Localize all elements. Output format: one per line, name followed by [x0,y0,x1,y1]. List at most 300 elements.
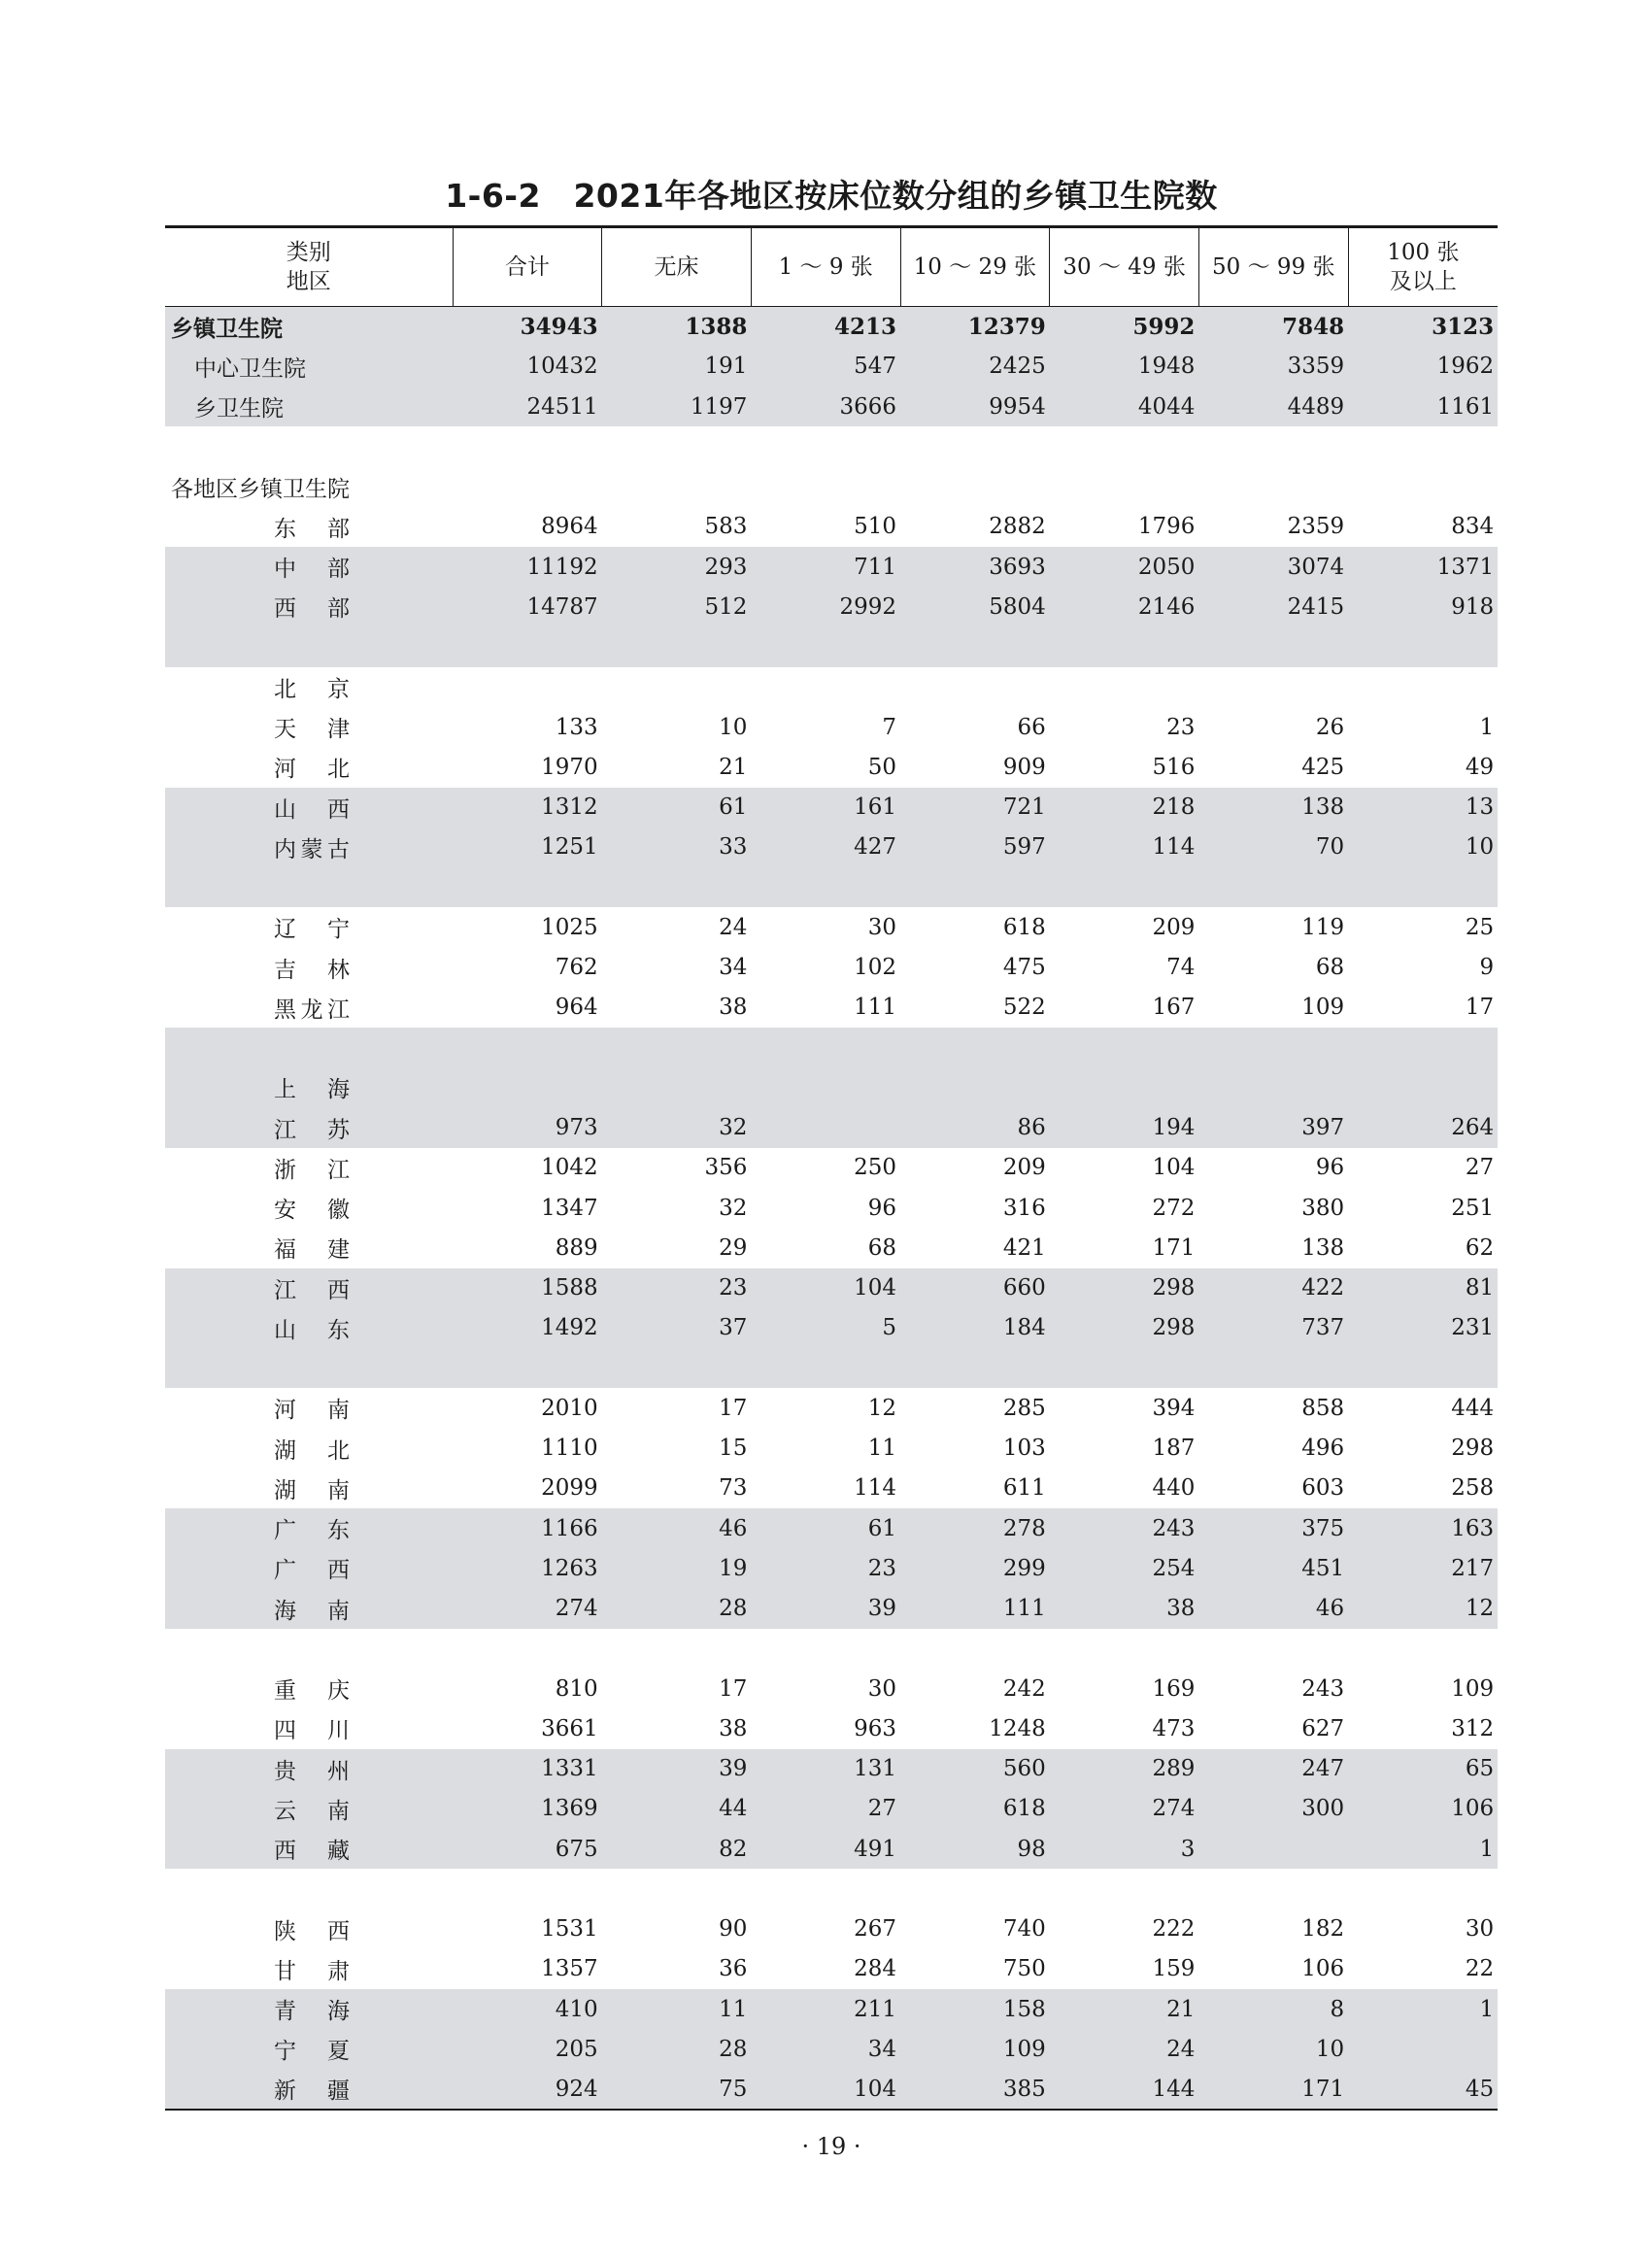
row-label-cell [165,747,453,787]
cell-50-99-beds [1198,867,1348,907]
cell-1-9-beds: 427 [751,828,900,867]
table-row [165,587,1498,626]
row-label: 海 南 [274,1598,350,1624]
cell-total: 810 [555,1675,598,1702]
cell-no-beds: 1197 [602,387,752,426]
cell-total: 133 [555,714,598,740]
cell-10-29-beds [900,426,1050,466]
cell-50-99-beds: 2415 [1198,587,1348,626]
cell-1-9-beds: 39 [751,1589,900,1629]
cell-30-49-beds: 1948 [1050,347,1199,387]
table-row [165,507,1498,547]
cell-100-plus-beds: 312 [1451,1715,1495,1741]
row-label-cell [165,387,453,426]
cell-30-49-beds: 144 [1050,2070,1199,2110]
cell-50-99-beds [1198,627,1348,667]
cell-10-29-beds: 750 [1002,1956,1046,1982]
cell-10-29-beds: 12379 [900,307,1050,347]
table-title: 1-6-2 2021年各地区按床位数分组的乡镇卫生院数 [445,177,1218,215]
cell-no-beds: 19 [602,1548,752,1588]
cell-10-29-beds [900,1629,1050,1669]
table-row [165,907,1498,947]
row-label: 上 海 [274,1077,350,1103]
cell-50-99-beds: 397 [1198,1108,1348,1148]
cell-30-49-beds: 169 [1152,1675,1196,1702]
cell-50-99-beds: 106 [1301,1956,1345,1982]
table-row [165,1548,1498,1588]
cell-1-9-beds: 2992 [751,587,900,626]
column-header-10-29-beds: 10 ～ 29 张 [900,227,1050,307]
cell-total: 274 [453,1589,602,1629]
cell-1-9-beds: 111 [854,995,897,1021]
column-header-100-plus-line1: 100 张 [1387,240,1460,265]
cell-50-99-beds: 171 [1198,2070,1348,2110]
cell-50-99-beds: 138 [1198,788,1348,828]
cell-100-plus-beds: 13 [1348,788,1498,828]
cell-total: 8964 [541,514,598,540]
row-label: 北 京 [274,676,350,702]
cell-10-29-beds: 597 [900,828,1050,867]
cell-10-29-beds: 209 [1002,1155,1046,1181]
cell-1-9-beds [751,467,900,507]
stats-table [165,225,1498,2111]
cell-50-99-beds: 68 [1315,955,1345,981]
cell-total [453,426,602,466]
cell-no-beds: 46 [602,1508,752,1548]
cell-10-29-beds: 111 [900,1589,1050,1629]
row-label-cell [165,1548,453,1588]
cell-no-beds: 583 [704,514,748,540]
row-label: 内蒙古 [274,836,350,862]
row-label: 新 疆 [274,2078,350,2105]
cell-10-29-beds: 184 [900,1308,1050,1348]
cell-total: 1331 [453,1749,602,1789]
cell-30-49-beds: 243 [1050,1508,1199,1548]
table-row [165,347,1498,387]
cell-no-beds: 32 [602,1108,752,1148]
table-row [165,1188,1498,1228]
corner-header-region: 地区 [286,269,331,294]
cell-1-9-beds [751,627,900,667]
cell-100-plus-beds: 3123 [1348,307,1498,347]
cell-1-9-beds [751,1629,900,1669]
cell-10-29-beds [900,627,1050,667]
cell-1-9-beds: 7 [882,714,897,740]
row-label-cell [165,1749,453,1789]
cell-1-9-beds [751,867,900,907]
cell-no-beds: 10 [719,714,748,740]
row-label: 河 北 [274,757,350,783]
cell-total: 2099 [541,1475,598,1502]
cell-10-29-beds [900,1348,1050,1388]
table-row [165,1909,1498,1949]
row-label: 安 徽 [274,1198,350,1224]
corner-header-cell [165,227,453,307]
cell-50-99-beds: 422 [1198,1268,1348,1308]
row-label-cell [165,907,453,947]
cell-30-49-beds: 222 [1152,1916,1196,1943]
page-number: · 19 · [801,2133,861,2160]
cell-total [453,867,602,907]
cell-50-99-beds: 247 [1198,1749,1348,1789]
cell-total: 1588 [453,1268,602,1308]
cell-no-beds: 44 [602,1789,752,1829]
cell-1-9-beds: 4213 [751,307,900,347]
cell-total: 1025 [541,914,598,940]
cell-no-beds: 15 [719,1436,748,1462]
cell-no-beds [602,1028,752,1067]
row-label: 吉 林 [274,957,350,983]
cell-1-9-beds: 5 [751,1308,900,1348]
cell-total: 11192 [453,547,602,587]
cell-50-99-beds [1198,1028,1348,1067]
cell-total: 2010 [541,1395,598,1421]
cell-30-49-beds: 171 [1152,1234,1196,1261]
cell-30-49-beds [1050,467,1199,507]
cell-100-plus-beds [1348,467,1498,507]
cell-1-9-beds [751,1869,900,1909]
cell-50-99-beds [1198,667,1348,707]
cell-1-9-beds: 61 [751,1508,900,1548]
cell-30-49-beds: 2146 [1050,587,1199,626]
row-label-cell [165,1108,453,1148]
cell-50-99-beds: 243 [1301,1675,1345,1702]
table-row [165,547,1498,587]
cell-total: 889 [555,1234,598,1261]
cell-no-beds: 21 [719,754,748,780]
table-body [165,307,1498,2110]
cell-50-99-beds: 603 [1301,1475,1345,1502]
cell-no-beds [602,667,752,707]
row-label-cell [165,1188,453,1228]
table-row [165,1749,1498,1789]
cell-10-29-beds [900,1028,1050,1067]
row-label-cell [165,307,453,347]
cell-100-plus-beds [1348,1067,1498,1107]
cell-1-9-beds: 131 [751,1749,900,1789]
cell-100-plus-beds: 81 [1348,1268,1498,1308]
cell-50-99-beds: 26 [1315,714,1345,740]
table-row [165,1148,1498,1188]
row-label-cell [165,1268,453,1308]
cell-no-beds [602,867,752,907]
cell-50-99-beds: 70 [1198,828,1348,867]
cell-total: 34943 [453,307,602,347]
cell-30-49-beds [1050,426,1199,466]
cell-10-29-beds: 278 [900,1508,1050,1548]
row-label: 天 津 [274,717,350,743]
row-label-cell [165,1429,453,1469]
row-label-cell [165,467,453,507]
cell-1-9-beds [751,1028,900,1067]
cell-50-99-beds: 119 [1301,914,1345,940]
cell-100-plus-beds: 22 [1465,1956,1495,1982]
table-row [165,667,1498,707]
cell-total: 1531 [541,1916,598,1943]
cell-1-9-beds: 250 [854,1155,897,1181]
cell-1-9-beds [751,1348,900,1388]
cell-no-beds: 512 [602,587,752,626]
cell-1-9-beds: 267 [854,1916,897,1943]
cell-10-29-beds: 721 [900,788,1050,828]
cell-no-beds: 29 [719,1234,748,1261]
cell-30-49-beds: 2050 [1050,547,1199,587]
row-label: 西 部 [274,596,350,623]
row-label-cell [165,667,453,707]
row-label-cell [165,426,453,466]
cell-30-49-beds: 298 [1050,1268,1199,1308]
cell-50-99-beds: 3359 [1198,347,1348,387]
cell-no-beds: 23 [602,1268,752,1308]
row-label-cell [165,1308,453,1348]
cell-total: 1251 [453,828,602,867]
row-label-cell [165,1508,453,1548]
row-label: 湖 北 [274,1437,350,1464]
cell-30-49-beds: 74 [1166,955,1196,981]
cell-100-plus-beds: 251 [1451,1195,1495,1221]
row-label: 山 东 [274,1317,350,1343]
cell-50-99-beds: 4489 [1198,387,1348,426]
row-label: 福 建 [274,1237,350,1264]
row-label-cell [165,1909,453,1949]
cell-no-beds: 82 [602,1829,752,1869]
cell-50-99-beds: 7848 [1198,307,1348,347]
cell-no-beds: 11 [602,1989,752,2029]
cell-100-plus-beds [1348,667,1498,707]
row-label: 重 庆 [274,1678,350,1705]
cell-no-beds [602,1067,752,1107]
cell-30-49-beds: 24 [1050,2029,1199,2069]
cell-total [453,667,602,707]
table-row [165,1589,1498,1629]
cell-10-29-beds: 285 [1002,1395,1046,1421]
cell-100-plus-beds: 264 [1348,1108,1498,1148]
table-row [165,948,1498,988]
table-row [165,2070,1498,2110]
cell-50-99-beds: 858 [1301,1395,1345,1421]
row-label: 山 西 [274,796,350,823]
row-label: 辽 宁 [274,917,350,943]
cell-100-plus-beds: 163 [1348,1508,1498,1548]
cell-1-9-beds: 12 [867,1395,897,1421]
cell-50-99-beds: 10 [1198,2029,1348,2069]
cell-100-plus-beds [1348,2029,1498,2069]
cell-total: 24511 [453,387,602,426]
cell-1-9-beds: 114 [854,1475,897,1502]
spacer-row [165,867,1498,907]
cell-no-beds [602,1629,752,1669]
cell-10-29-beds: 1248 [989,1715,1046,1741]
corner-header-category: 类别 [286,240,331,265]
cell-30-49-beds [1050,1629,1199,1669]
cell-50-99-beds: 2359 [1287,514,1345,540]
cell-no-beds [602,426,752,466]
cell-100-plus-beds: 217 [1348,1548,1498,1588]
cell-50-99-beds: 451 [1198,1548,1348,1588]
cell-50-99-beds: 380 [1301,1195,1345,1221]
cell-total: 1357 [541,1956,598,1982]
row-label-cell [165,1348,453,1388]
cell-10-29-beds: 740 [1002,1916,1046,1943]
cell-100-plus-beds [1348,867,1498,907]
cell-100-plus-beds: 258 [1451,1475,1495,1502]
row-label: 云 南 [274,1798,350,1824]
row-label: 东 部 [274,516,350,542]
cell-100-plus-beds: 45 [1348,2070,1498,2110]
cell-1-9-beds [751,1067,900,1107]
cell-total [453,467,602,507]
row-label: 宁 夏 [274,2039,350,2065]
cell-10-29-beds: 522 [1002,995,1046,1021]
cell-no-beds: 73 [719,1475,748,1502]
cell-10-29-beds: 2882 [989,514,1046,540]
table-header-row [165,227,1498,307]
row-label-cell [165,627,453,667]
cell-total [453,627,602,667]
cell-1-9-beds: 30 [867,1675,897,1702]
spacer-row [165,1629,1498,1669]
cell-50-99-beds: 425 [1301,754,1345,780]
cell-1-9-beds: 30 [867,914,897,940]
cell-50-99-beds [1198,1829,1348,1869]
cell-no-beds: 75 [602,2070,752,2110]
cell-1-9-beds: 491 [751,1829,900,1869]
row-label: 乡镇卫生院 [171,315,283,342]
cell-total: 675 [453,1829,602,1869]
spacer-row [165,1348,1498,1388]
cell-total [453,1067,602,1107]
spacer-row [165,627,1498,667]
cell-total: 1492 [453,1308,602,1348]
table-row [165,1067,1498,1107]
row-label: 各地区乡镇卫生院 [171,476,350,502]
cell-total [453,1869,602,1909]
row-label: 甘 肃 [274,1958,350,1984]
cell-100-plus-beds: 1 [1479,714,1495,740]
cell-30-49-beds: 516 [1152,754,1196,780]
cell-1-9-beds: 211 [751,1989,900,2029]
cell-10-29-beds: 5804 [900,587,1050,626]
cell-30-49-beds: 5992 [1050,307,1199,347]
cell-30-49-beds: 187 [1152,1436,1196,1462]
cell-10-29-beds: 2425 [900,347,1050,387]
cell-total: 924 [453,2070,602,2110]
cell-50-99-beds: 109 [1301,995,1345,1021]
cell-100-plus-beds: 65 [1348,1749,1498,1789]
cell-30-49-beds [1050,627,1199,667]
cell-50-99-beds: 3074 [1198,547,1348,587]
table-row [165,747,1498,787]
cell-10-29-beds: 560 [900,1749,1050,1789]
cell-1-9-beds: 50 [867,754,897,780]
cell-30-49-beds: 209 [1152,914,1196,940]
cell-no-beds: 37 [602,1308,752,1348]
table-row [165,467,1498,507]
row-label: 广 东 [274,1518,350,1544]
cell-no-beds: 33 [602,828,752,867]
cell-10-29-beds: 299 [900,1548,1050,1588]
cell-1-9-beds: 68 [867,1234,897,1261]
table-row [165,387,1498,426]
cell-no-beds [602,1348,752,1388]
row-label-cell [165,867,453,907]
cell-30-49-beds: 21 [1050,1989,1199,2029]
cell-10-29-beds: 611 [1002,1475,1046,1502]
cell-30-49-beds [1050,867,1199,907]
spacer-row [165,1028,1498,1067]
row-label-cell [165,1629,453,1669]
cell-total: 1263 [453,1548,602,1588]
cell-30-49-beds: 1796 [1137,514,1196,540]
cell-100-plus-beds: 30 [1465,1916,1495,1943]
cell-total: 973 [453,1108,602,1148]
row-label-cell [165,587,453,626]
cell-100-plus-beds [1348,627,1498,667]
cell-1-9-beds: 3666 [751,387,900,426]
cell-no-beds [602,627,752,667]
cell-no-beds: 61 [602,788,752,828]
cell-30-49-beds: 23 [1166,714,1196,740]
table-row [165,1429,1498,1469]
cell-100-plus-beds: 106 [1348,1789,1498,1829]
cell-total: 1312 [453,788,602,828]
cell-100-plus-beds: 109 [1451,1675,1495,1702]
cell-no-beds: 24 [719,914,748,940]
cell-30-49-beds [1050,1067,1199,1107]
table-row [165,1508,1498,1548]
cell-100-plus-beds [1348,1869,1498,1909]
table-row [165,1949,1498,1989]
table-row [165,788,1498,828]
cell-no-beds: 1388 [602,307,752,347]
row-label: 黑龙江 [274,997,350,1023]
cell-30-49-beds: 289 [1050,1749,1199,1789]
cell-100-plus-beds [1348,426,1498,466]
cell-30-49-beds: 440 [1152,1475,1196,1502]
row-label-cell [165,1869,453,1909]
cell-50-99-beds [1198,1348,1348,1388]
row-label-cell [165,1989,453,2029]
row-label: 四 川 [274,1718,350,1744]
cell-30-49-beds: 3 [1050,1829,1199,1869]
cell-10-29-beds [900,867,1050,907]
cell-1-9-beds: 11 [867,1436,897,1462]
cell-total: 1347 [541,1195,598,1221]
cell-50-99-beds: 627 [1301,1715,1345,1741]
cell-total: 1166 [453,1508,602,1548]
cell-no-beds: 38 [719,995,748,1021]
cell-total: 1042 [541,1155,598,1181]
cell-1-9-beds: 161 [751,788,900,828]
cell-100-plus-beds: 918 [1348,587,1498,626]
cell-30-49-beds: 104 [1152,1155,1196,1181]
table-row [165,1268,1498,1308]
row-label-cell [165,1669,453,1708]
cell-10-29-beds: 66 [1017,714,1046,740]
cell-10-29-beds [900,467,1050,507]
cell-total: 964 [555,995,598,1021]
cell-100-plus-beds [1348,1629,1498,1669]
cell-50-99-beds [1198,426,1348,466]
cell-1-9-beds: 23 [751,1548,900,1588]
row-label-cell [165,2029,453,2069]
table-row [165,1789,1498,1829]
cell-no-beds: 28 [602,1589,752,1629]
cell-no-beds: 28 [602,2029,752,2069]
row-label-cell [165,1949,453,1989]
cell-1-9-beds: 963 [854,1715,897,1741]
cell-100-plus-beds: 1161 [1348,387,1498,426]
